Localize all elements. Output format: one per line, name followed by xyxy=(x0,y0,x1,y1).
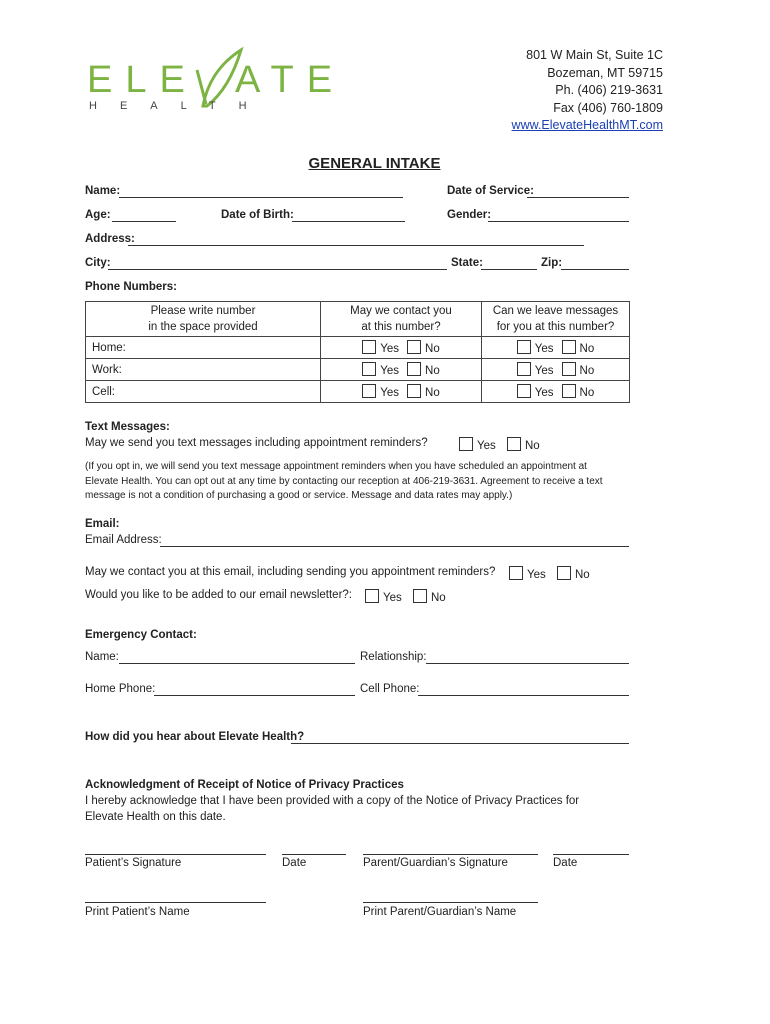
name-label: Name: xyxy=(85,185,121,197)
newsletter-yes-checkbox[interactable] xyxy=(365,589,379,603)
phone-col-messages: Can we leave messages for you at this number? xyxy=(482,302,630,337)
logo xyxy=(85,44,346,120)
svg-text:ELE: ELE xyxy=(87,59,198,101)
gender-field[interactable] xyxy=(488,221,629,222)
city-field[interactable] xyxy=(108,269,447,270)
address-street: 801 W Main St, Suite 1C xyxy=(526,48,663,62)
table-row: Work: Yes No Yes No xyxy=(86,359,630,381)
work-message-yes-checkbox[interactable] xyxy=(517,362,531,376)
state-field[interactable] xyxy=(481,269,537,270)
cell-contact-no-checkbox[interactable] xyxy=(407,384,421,398)
print-patient-name-field[interactable] xyxy=(85,902,266,903)
patient-date-field[interactable] xyxy=(282,854,346,855)
address-field[interactable] xyxy=(128,245,584,246)
work-message-no-checkbox[interactable] xyxy=(562,362,576,376)
text-messages-title: Text Messages: xyxy=(85,421,170,433)
phone-col-contact: May we contact you at this number? xyxy=(321,302,482,337)
date-of-service-label: Date of Service: xyxy=(447,185,534,197)
phone-row-cell[interactable]: Cell: xyxy=(86,381,321,403)
email-contact-no-checkbox[interactable] xyxy=(557,566,571,580)
clinic-address xyxy=(512,47,663,135)
email-address-label: Email Address: xyxy=(85,534,162,546)
ack-title: Acknowledgment of Receipt of Notice of Privacy Practices xyxy=(85,779,404,791)
print-guardian-name-field[interactable] xyxy=(363,902,538,903)
address-label: Address: xyxy=(85,233,135,245)
home-contact-yes-checkbox[interactable] xyxy=(362,340,376,354)
patient-signature-field[interactable] xyxy=(85,854,266,855)
page-title: GENERAL INTAKE xyxy=(308,155,441,172)
relationship-field[interactable] xyxy=(426,663,629,664)
dob-field[interactable] xyxy=(292,221,405,222)
phone-row-work[interactable]: Work: xyxy=(86,359,321,381)
age-label: Age: xyxy=(85,209,111,221)
text-no-checkbox[interactable] xyxy=(507,437,521,451)
print-guardian-name-label: Print Parent/Guardian’s Name xyxy=(363,906,517,918)
cell-message-yes-checkbox[interactable] xyxy=(517,384,531,398)
print-patient-name-label: Print Patient’s Name xyxy=(85,906,190,918)
email-address-field[interactable] xyxy=(160,546,629,547)
cell-phone-field[interactable] xyxy=(418,695,629,696)
dob-label: Date of Birth: xyxy=(221,209,294,221)
email-contact-yes-checkbox[interactable] xyxy=(509,566,523,580)
phone-col-number: Please write number in the space provided xyxy=(86,302,321,337)
email-title: Email: xyxy=(85,518,120,530)
hear-field[interactable] xyxy=(291,743,629,744)
work-contact-yes-checkbox[interactable] xyxy=(362,362,376,376)
patient-date-label: Date xyxy=(282,857,307,869)
phone-row-home[interactable]: Home: xyxy=(86,337,321,359)
patient-signature-label: Patient’s Signature xyxy=(85,857,182,869)
text-messages-question: May we send you text messages including appointment reminders? xyxy=(85,437,428,449)
text-disclaimer: (If you opt in, we will send you text message appointment reminders when you have scheduled an appointment at Elevate Health. You can opt out at any time by contacting our reception at 406-219-3631. Agreement to receive a text message is not a condition of purchasing a good or service. Message and data rates may apply.) xyxy=(85,461,603,501)
address-fax: Fax (406) 760-1809 xyxy=(553,100,663,115)
emergency-name-field[interactable] xyxy=(119,663,355,664)
guardian-signature-field[interactable] xyxy=(363,854,538,855)
name-field[interactable] xyxy=(119,197,403,198)
logo-sub: HEALTH xyxy=(89,100,270,112)
emergency-name-label: Name: xyxy=(85,651,119,663)
cell-phone-label: Cell Phone: xyxy=(360,683,420,695)
city-label: City: xyxy=(85,257,111,269)
ack-text-line2: Elevate Health on this date. xyxy=(85,811,226,823)
address-phone: Ph. (406) 219-3631 xyxy=(555,83,663,97)
svg-text:ATE: ATE xyxy=(235,59,346,101)
zip-field[interactable] xyxy=(561,269,629,270)
phone-section-title: Phone Numbers: xyxy=(85,281,178,293)
cell-message-no-checkbox[interactable] xyxy=(562,384,576,398)
home-phone-field[interactable] xyxy=(154,695,355,696)
guardian-signature-label: Parent/Guardian’s Signature xyxy=(363,857,508,869)
home-message-no-checkbox[interactable] xyxy=(562,340,576,354)
hear-label: How did you hear about Elevate Health? xyxy=(85,731,305,743)
guardian-date-label: Date xyxy=(553,857,578,869)
guardian-date-field[interactable] xyxy=(553,854,629,855)
gender-label: Gender: xyxy=(447,209,492,221)
zip-label: Zip: xyxy=(541,257,563,269)
emergency-title: Emergency Contact: xyxy=(85,629,197,641)
text-yes-checkbox[interactable] xyxy=(459,437,473,451)
address-city: Bozeman, MT 59715 xyxy=(547,65,663,80)
ack-text-line1: I hereby acknowledge that I have been provided with a copy of the Notice of Privacy Practices for xyxy=(85,795,580,807)
website-link[interactable]: www.ElevateHealthMT.com xyxy=(511,118,663,132)
age-field[interactable] xyxy=(112,221,176,222)
newsletter-question: Would you like to be added to our email newsletter?: xyxy=(85,589,352,601)
state-label: State: xyxy=(451,257,483,269)
date-of-service-field[interactable] xyxy=(527,197,629,198)
relationship-label: Relationship: xyxy=(360,651,427,663)
table-row: Home: Yes No Yes No xyxy=(86,337,630,359)
newsletter-no-checkbox[interactable] xyxy=(413,589,427,603)
email-contact-question: May we contact you at this email, including sending you appointment reminders? xyxy=(85,566,496,578)
home-phone-label: Home Phone: xyxy=(85,683,156,695)
phone-table xyxy=(85,301,630,403)
table-row: Cell: Yes No Yes No xyxy=(86,381,630,403)
home-contact-no-checkbox[interactable] xyxy=(407,340,421,354)
cell-contact-yes-checkbox[interactable] xyxy=(362,384,376,398)
home-message-yes-checkbox[interactable] xyxy=(517,340,531,354)
work-contact-no-checkbox[interactable] xyxy=(407,362,421,376)
